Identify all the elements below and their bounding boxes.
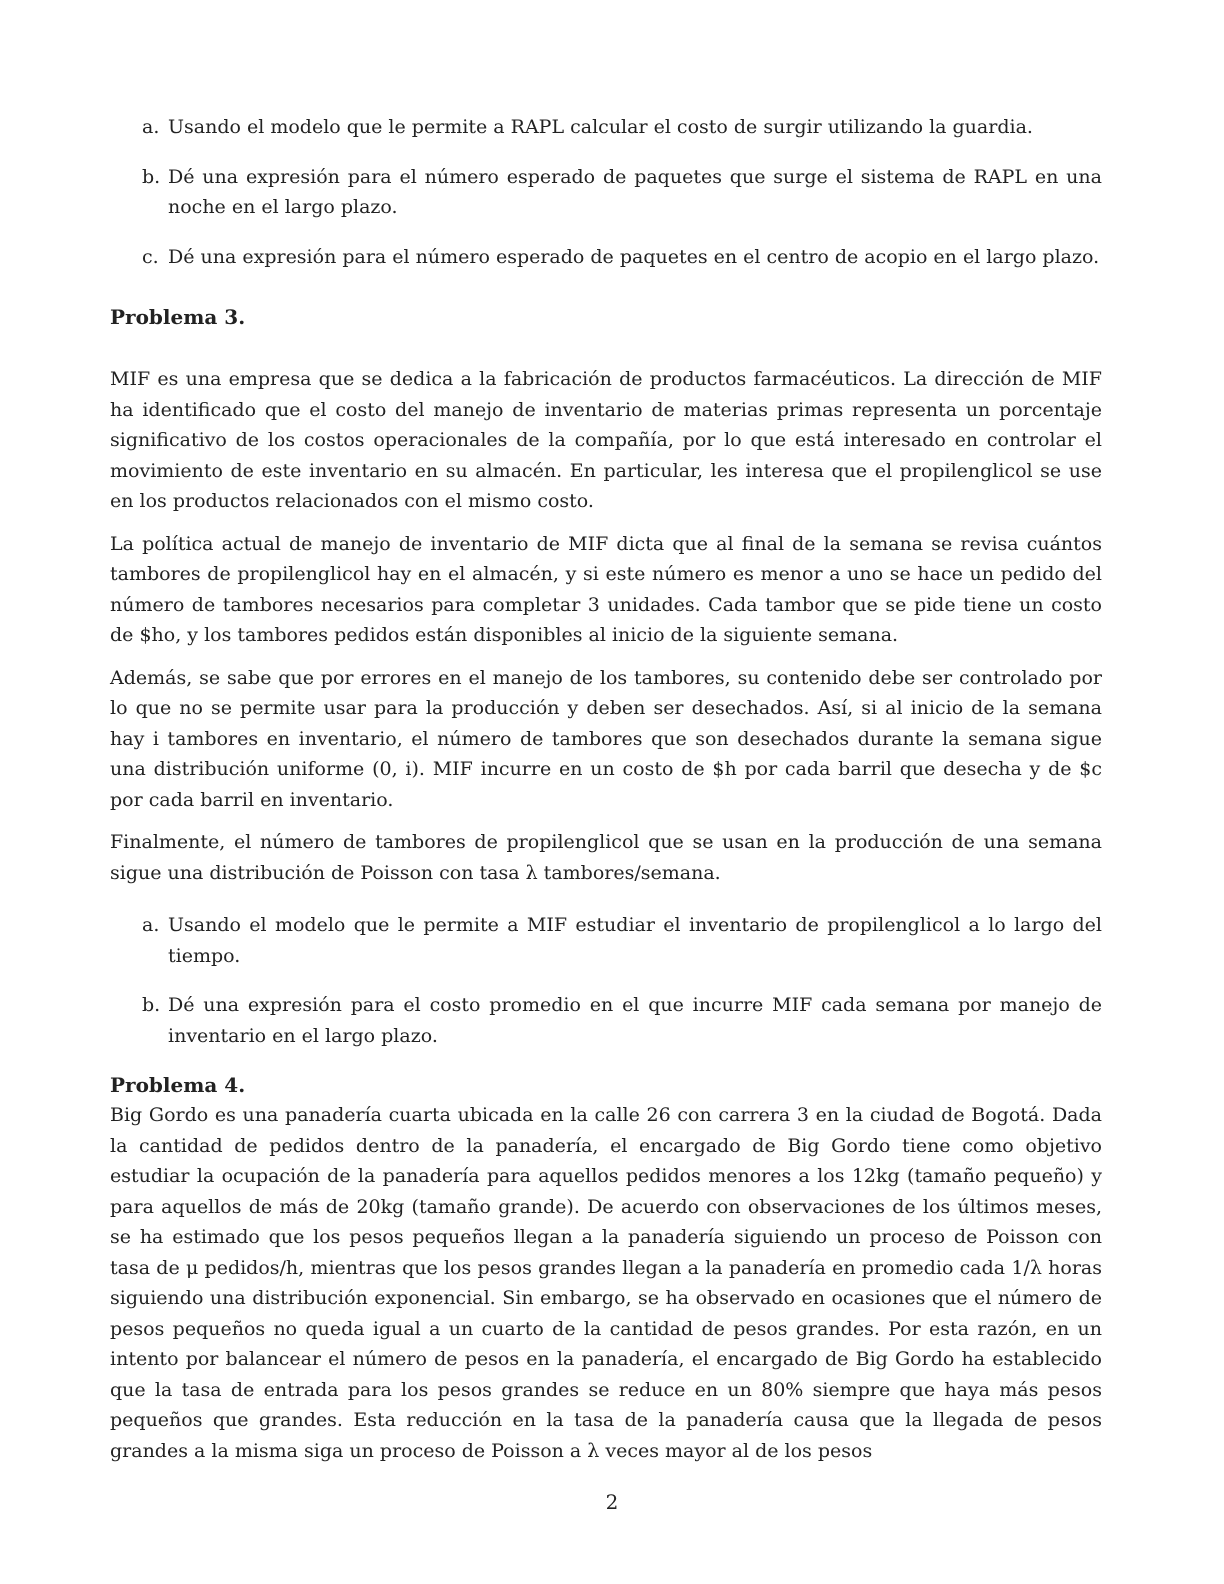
list-item-text: Usando el modelo que le permite a RAPL calcular el costo de surgir utilizando la guardia. <box>168 116 1033 138</box>
list-item <box>110 910 1102 971</box>
problem-4-heading: Problema 4. <box>110 1073 246 1097</box>
problem-4-paragraph: Big Gordo es una panadería cuarta ubicada en la calle 26 con carrera 3 en la ciudad de Bogotá. Dada la cantidad de pedidos dentro de la panadería, el encargado de Big Gordo tiene como objetivo estudiar la ocupación de la panadería para aquellos pedidos menores a los 12kg (tamaño pequeño) y para aquellos de más de 20kg (tamaño grande). De acuerdo con observaciones de los últimos meses, se ha estimado que los pesos pequeños llegan a la panadería siguiendo un proceso de Poisson con tasa de μ pedidos/h, mientras que los pesos grandes llegan a la panadería en promedio cada 1/λ horas siguiendo una distribución exponencial. Sin embargo, se ha observado en ocasiones que el número de pesos pequeños no queda igual a un cuarto de la cantidad de pesos grandes. Por esta razón, en un intento por balancear el número de pesos en la panadería, el encargado de Big Gordo ha establecido que la tasa de entrada para los pesos grandes se reduce en un 80% siempre que haya más pesos pequeños que grandes. Esta reducción en la tasa de la panadería causa que la llegada de pesos grandes a la misma siga un proceso de Poisson a λ veces mayor al de los pesos <box>110 1104 1102 1462</box>
list-item-text: Dé una expresión para el número esperado de paquetes que surge el sistema de RAPL en una noche en el largo plazo. <box>168 165 1102 218</box>
problem-3-paragraph: La política actual de manejo de inventario de MIF dicta que al final de la semana se revisa cuántos tambores de propilenglicol hay en el almacén, y si este número es menor a uno se hace un pedido del número de tambores necesarios para completar 3 unidades. Cada tambor que se pide tiene un costo de $ho, y los tambores pedidos están disponibles al inicio de la siguiente semana. <box>110 532 1102 646</box>
list-marker: b. <box>142 165 161 188</box>
list-item-text: Dé una expresión para el número esperado de paquetes en el centro de acopio en el largo plazo. <box>168 245 1100 268</box>
list-marker: b. <box>142 994 161 1016</box>
problem-3-heading: Problema 3. <box>110 305 246 329</box>
list-marker: a. <box>142 914 160 936</box>
list-item <box>110 242 1102 273</box>
list-item-text: Dé una expresión para el costo promedio en el que incurre MIF cada semana por manejo de inventario en el largo plazo. <box>168 994 1102 1047</box>
question-list-mid <box>110 910 1102 1051</box>
problem-3-paragraph: Además, se sabe que por errores en el manejo de los tambores, su contenido debe ser controlado por lo que no se permite usar para la producción y deben ser desechados. Así, si al inicio de la semana hay i tambores en inventario, el número de tambores que son desechados durante la semana sigue una distribución uniforme (0, i). MIF incurre en un costo de $h por cada barril que desecha y de $c por cada barril en inventario. <box>110 666 1102 811</box>
document-page <box>110 112 1102 1478</box>
question-list-top <box>110 112 1102 272</box>
list-item <box>110 112 1102 143</box>
list-item-text: Usando el modelo que le permite a MIF estudiar el inventario de propilenglicol a lo largo del tiempo. <box>168 914 1102 967</box>
problem-3-paragraph: Finalmente, el número de tambores de propilenglicol que se usan en la producción de una semana sigue una distribución de Poisson con tasa λ tambores/semana. <box>110 831 1102 884</box>
problem-3-paragraph: MIF es una empresa que se dedica a la fabricación de productos farmacéuticos. La dirección de MIF ha identificado que el costo del manejo de inventario de materias primas representa un porcentaje significativo de los costos operacionales de la compañía, por lo que está interesado en controlar el movimiento de este inventario en su almacén. En particular, les interesa que el propilenglicol se use en los productos relacionados con el mismo costo. <box>110 368 1102 512</box>
page-number: 2 <box>605 1490 619 1514</box>
list-marker: c. <box>142 245 159 268</box>
list-item <box>110 990 1102 1051</box>
list-item <box>110 162 1102 223</box>
list-marker: a. <box>142 116 160 138</box>
